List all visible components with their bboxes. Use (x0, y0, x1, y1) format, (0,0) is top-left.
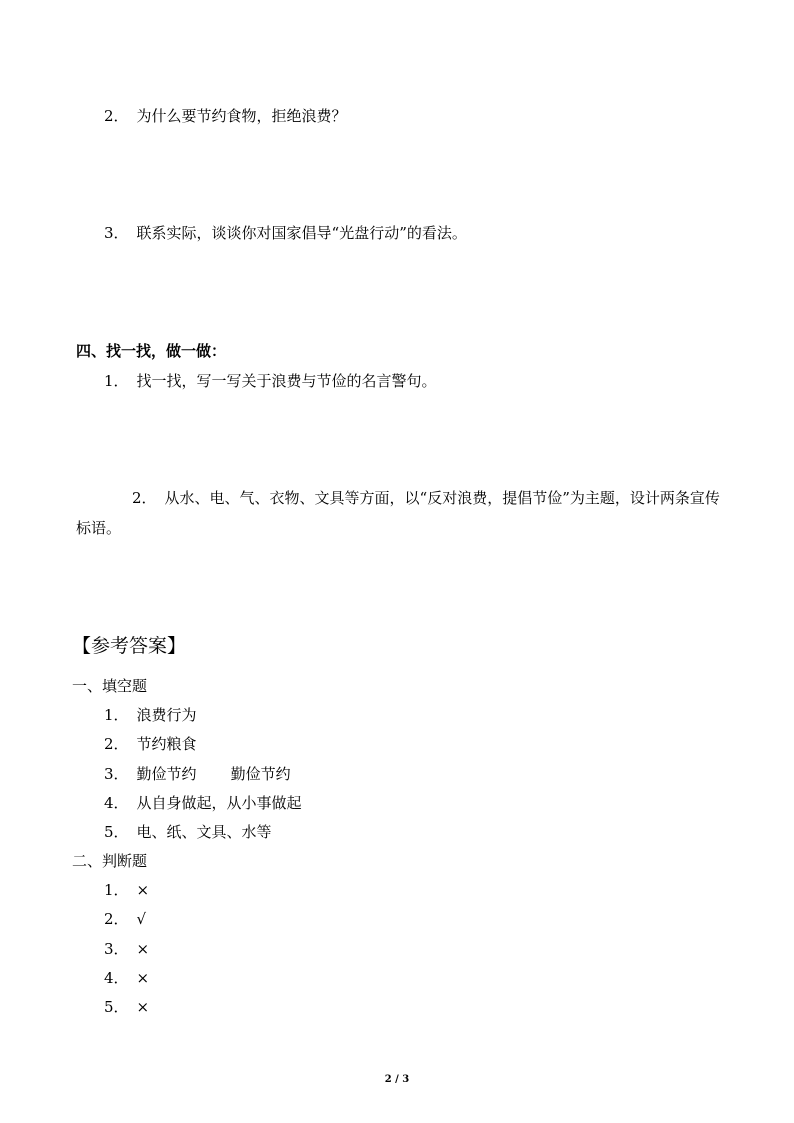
answer-number: 1． (104, 706, 129, 724)
answer-1-4 (104, 793, 302, 813)
answer-2-4 (104, 968, 149, 988)
answer-number: 5． (104, 823, 129, 841)
answer-text: 从自身做起，从小事做起 (136, 794, 302, 812)
answer-number: 4． (104, 794, 129, 812)
answer-2-2 (104, 909, 146, 929)
answer-mark: × (136, 998, 150, 1016)
answer-text: 节约粮食 (136, 735, 197, 753)
answer-mark: × (136, 940, 150, 958)
section-4-item-1 (104, 371, 437, 391)
answer-number: 5． (104, 998, 129, 1016)
answer-mark: √ (136, 910, 147, 928)
question-2 (104, 106, 347, 126)
answer-number: 4． (104, 969, 129, 987)
item-number: 2． (132, 489, 157, 507)
section-4-item-2 (76, 483, 722, 543)
item-text: 找一找，写一写关于浪费与节俭的名言警句。 (136, 372, 437, 390)
answers-part1-title: 一、填空题 (72, 677, 148, 695)
question-number: 3． (104, 224, 129, 242)
answer-text: 电、纸、文具、水等 (136, 823, 272, 841)
answer-1-3 (104, 764, 291, 784)
answer-1-2 (104, 734, 197, 754)
answer-number: 2． (104, 910, 129, 928)
answer-mark: × (136, 969, 150, 987)
answer-2-3 (104, 939, 149, 959)
answer-number: 1． (104, 881, 129, 899)
question-text: 为什么要节约食物，拒绝浪费？ (136, 107, 347, 125)
page-number: 2 / 3 (384, 1074, 410, 1085)
answer-number: 3． (104, 940, 129, 958)
item-text: 从水、电、气、衣物、文具等方面，以“反对浪费，提倡节俭”为主题，设计两条宣传标语。 (76, 489, 720, 537)
answer-number: 2． (104, 735, 129, 753)
question-number: 2． (104, 107, 129, 125)
question-3 (104, 223, 467, 243)
answer-number: 3． (104, 765, 129, 783)
answer-1-1 (104, 705, 197, 725)
answer-mark: × (136, 881, 150, 899)
section-4-title: 四、找一找，做一做： (76, 342, 227, 360)
item-number: 1． (104, 372, 129, 390)
answer-2-1 (104, 880, 149, 900)
answers-part2-title: 二、判断题 (72, 852, 148, 870)
question-text: 联系实际，谈谈你对国家倡导“光盘行动”的看法。 (136, 224, 467, 242)
answer-text-2: 勤俭节约 (230, 765, 291, 783)
answer-text: 勤俭节约 (136, 765, 197, 783)
answer-text: 浪费行为 (136, 706, 197, 724)
answer-1-5 (104, 822, 272, 842)
answers-title: 【参考答案】 (72, 635, 187, 657)
answer-2-5 (104, 997, 149, 1017)
